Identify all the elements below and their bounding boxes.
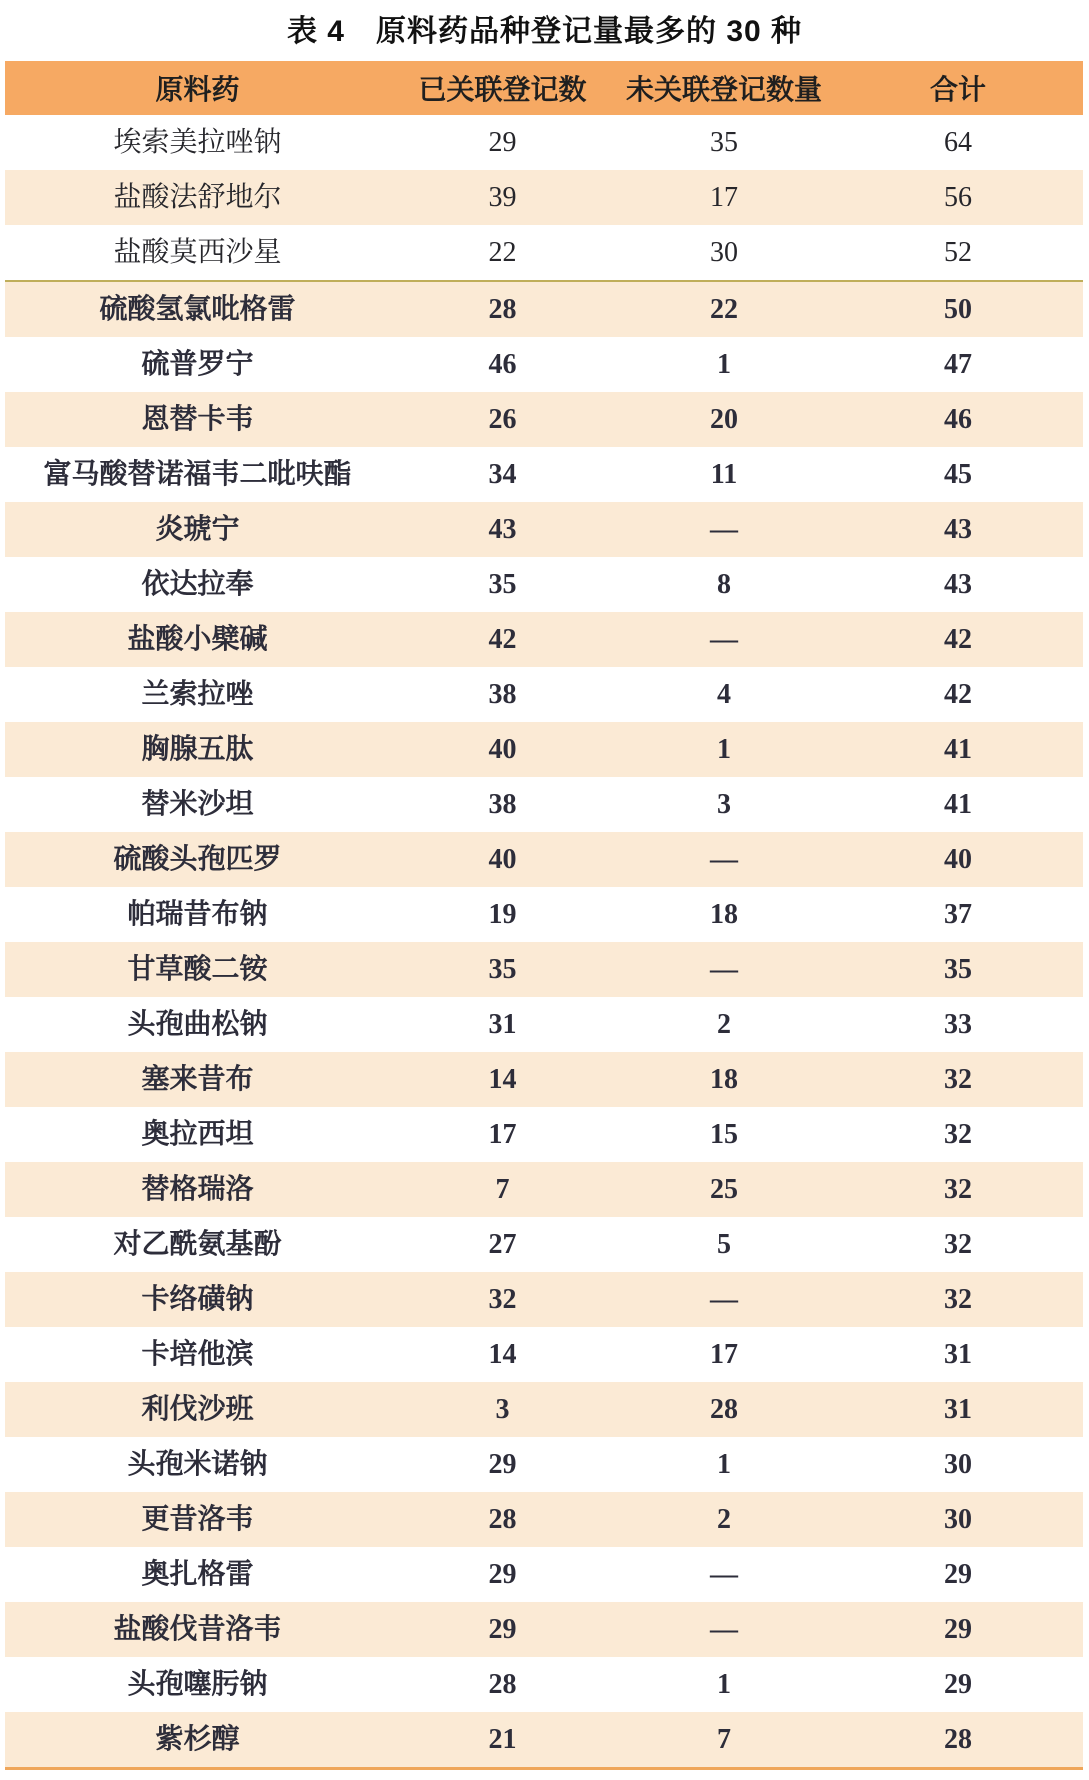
table-row <box>5 1107 1083 1162</box>
table-row <box>5 502 1083 557</box>
table-row <box>5 1217 1083 1272</box>
cell-total: 52 <box>944 236 972 268</box>
column-header-total: 合计 <box>833 61 1083 115</box>
cell-linked-count: 22 <box>488 236 517 268</box>
cell-total: 35 <box>944 953 972 985</box>
table-row <box>5 887 1083 942</box>
cell-total: 41 <box>944 788 972 820</box>
cell-api-name: 头孢噻肟钠 <box>127 1668 268 1700</box>
cell-api-name: 硫酸头孢匹罗 <box>113 843 282 875</box>
cell-total: 40 <box>944 843 972 875</box>
cell-unlinked-count: 5 <box>717 1228 731 1260</box>
table-row <box>5 225 1083 281</box>
cell-api-name: 头孢米诺钠 <box>127 1448 268 1480</box>
cell-linked-count: 43 <box>488 513 517 545</box>
cell-unlinked-count: — <box>710 1613 738 1645</box>
cell-unlinked-count: — <box>710 1283 738 1315</box>
cell-unlinked-count: 1 <box>717 1448 731 1480</box>
cell-linked-count: 14 <box>488 1338 517 1370</box>
cell-unlinked-count: 11 <box>710 458 738 490</box>
cell-total: 56 <box>944 181 972 213</box>
api-registration-table <box>5 61 1083 1770</box>
cell-linked-count: 34 <box>488 458 517 490</box>
cell-unlinked-count: 1 <box>717 348 731 380</box>
cell-total: 43 <box>944 568 972 600</box>
table-row <box>5 1162 1083 1217</box>
cell-unlinked-count: 2 <box>717 1008 731 1040</box>
cell-linked-count: 38 <box>488 788 517 820</box>
table-row <box>5 1052 1083 1107</box>
cell-api-name: 卡培他滨 <box>141 1338 254 1370</box>
cell-total: 47 <box>944 348 972 380</box>
cell-api-name: 盐酸莫西沙星 <box>113 236 282 268</box>
cell-linked-count: 19 <box>488 898 517 930</box>
cell-linked-count: 40 <box>488 843 517 875</box>
table-row <box>5 1657 1083 1712</box>
cell-total: 32 <box>944 1228 972 1260</box>
cell-api-name: 紫杉醇 <box>5 1712 390 1769</box>
cell-api-name: 头孢曲松钠 <box>127 1008 268 1040</box>
cell-linked-count: 42 <box>488 623 517 655</box>
cell-api-name: 盐酸伐昔洛韦 <box>113 1613 282 1645</box>
cell-api-name: 替格瑞洛 <box>141 1173 254 1205</box>
cell-linked-count: 17 <box>488 1118 517 1150</box>
cell-total: 28 <box>833 1712 1083 1769</box>
cell-unlinked-count: — <box>710 1558 738 1590</box>
table-row <box>5 1602 1083 1657</box>
cell-linked-count: 39 <box>488 181 517 213</box>
table-row <box>5 612 1083 667</box>
cell-api-name: 依达拉奉 <box>141 568 254 600</box>
cell-linked-count: 29 <box>488 1558 517 1590</box>
cell-linked-count: 38 <box>488 678 517 710</box>
cell-api-name: 胸腺五肽 <box>141 733 254 765</box>
cell-api-name: 恩替卡韦 <box>141 403 254 435</box>
cell-total: 32 <box>944 1063 972 1095</box>
cell-api-name: 奥扎格雷 <box>141 1558 254 1590</box>
table-row <box>5 170 1083 225</box>
cell-api-name: 兰索拉唑 <box>141 678 254 710</box>
cell-total: 29 <box>944 1668 972 1700</box>
cell-api-name: 卡络磺钠 <box>141 1283 254 1315</box>
cell-linked-count: 46 <box>488 348 517 380</box>
cell-unlinked-count: 1 <box>717 733 731 765</box>
cell-api-name: 盐酸法舒地尔 <box>113 181 282 213</box>
cell-api-name: 炎琥宁 <box>155 513 240 545</box>
cell-api-name: 更昔洛韦 <box>141 1503 254 1535</box>
cell-unlinked-count: 25 <box>710 1173 738 1205</box>
cell-linked-count: 28 <box>488 1503 517 1535</box>
cell-linked-count: 29 <box>488 126 517 158</box>
table-row <box>5 447 1083 502</box>
cell-unlinked-count: — <box>710 843 738 875</box>
table-row <box>5 777 1083 832</box>
column-header-linked-count: 已关联登记数 <box>390 61 615 115</box>
cell-unlinked-count: 18 <box>710 898 738 930</box>
cell-api-name: 甘草酸二铵 <box>127 953 268 985</box>
cell-api-name: 盐酸小檗碱 <box>127 623 268 655</box>
cell-total: 33 <box>944 1008 972 1040</box>
cell-unlinked-count: 17 <box>710 1338 738 1370</box>
cell-linked-count: 31 <box>488 1008 517 1040</box>
table-header <box>5 61 1083 115</box>
cell-api-name: 富马酸替诺福韦二吡呋酯 <box>43 458 352 490</box>
cell-unlinked-count: 20 <box>710 403 738 435</box>
cell-unlinked-count: 15 <box>710 1118 738 1150</box>
header-row <box>5 61 1083 115</box>
cell-unlinked-count: 1 <box>717 1668 731 1700</box>
table-row <box>5 667 1083 722</box>
table-row <box>5 1272 1083 1327</box>
cell-unlinked-count: 30 <box>710 236 738 268</box>
cell-total: 42 <box>944 623 972 655</box>
cell-total: 46 <box>944 403 972 435</box>
cell-api-name: 硫普罗宁 <box>141 348 254 380</box>
cell-total: 31 <box>944 1393 972 1425</box>
cell-total: 32 <box>944 1118 972 1150</box>
cell-api-name: 帕瑞昔布钠 <box>127 898 268 930</box>
cell-unlinked-count: 22 <box>615 281 833 337</box>
table-row <box>5 1712 1083 1769</box>
cell-unlinked-count: 18 <box>710 1063 738 1095</box>
cell-total: 45 <box>944 458 972 490</box>
table-row <box>5 557 1083 612</box>
table-row <box>5 392 1083 447</box>
table-row <box>5 281 1083 337</box>
cell-total: 29 <box>944 1613 972 1645</box>
cell-linked-count: 28 <box>488 1668 517 1700</box>
table-row <box>5 832 1083 887</box>
cell-linked-count: 29 <box>488 1613 517 1645</box>
cell-unlinked-count: 17 <box>710 181 738 213</box>
cell-total: 50 <box>833 281 1083 337</box>
cell-api-name: 替米沙坦 <box>141 788 254 820</box>
table-row <box>5 337 1083 392</box>
cell-total: 43 <box>944 513 972 545</box>
cell-unlinked-count: 2 <box>717 1503 731 1535</box>
cell-linked-count: 28 <box>390 281 615 337</box>
table-row <box>5 1492 1083 1547</box>
table-row <box>5 997 1083 1052</box>
table-row <box>5 942 1083 997</box>
cell-api-name: 奥拉西坦 <box>141 1118 254 1150</box>
cell-api-name: 埃索美拉唑钠 <box>113 126 282 158</box>
cell-unlinked-count: 28 <box>710 1393 738 1425</box>
cell-linked-count: 40 <box>488 733 517 765</box>
cell-linked-count: 35 <box>488 568 517 600</box>
table-row <box>5 722 1083 777</box>
cell-linked-count: 29 <box>488 1448 517 1480</box>
cell-linked-count: 3 <box>495 1393 510 1425</box>
cell-total: 30 <box>944 1503 972 1535</box>
cell-total: 31 <box>944 1338 972 1370</box>
cell-linked-count: 26 <box>488 403 517 435</box>
cell-api-name: 塞来昔布 <box>141 1063 254 1095</box>
cell-api-name: 硫酸氢氯吡格雷 <box>5 281 390 337</box>
cell-unlinked-count: — <box>710 953 738 985</box>
cell-linked-count: 21 <box>390 1712 615 1769</box>
cell-unlinked-count: — <box>710 623 738 655</box>
column-header-api-name: 原料药 <box>5 61 390 115</box>
cell-api-name: 对乙酰氨基酚 <box>113 1228 282 1260</box>
table-row <box>5 1547 1083 1602</box>
cell-unlinked-count: 4 <box>717 678 731 710</box>
column-header-unlinked-count: 未关联登记数量 <box>615 61 833 115</box>
cell-unlinked-count: 3 <box>717 788 731 820</box>
table-row <box>5 115 1083 170</box>
table-body <box>5 115 1083 1769</box>
cell-unlinked-count: — <box>710 513 738 545</box>
cell-unlinked-count: 35 <box>710 126 738 158</box>
cell-unlinked-count: 8 <box>717 568 731 600</box>
cell-linked-count: 14 <box>488 1063 517 1095</box>
cell-linked-count: 32 <box>488 1283 517 1315</box>
cell-total: 37 <box>944 898 972 930</box>
table-row <box>5 1382 1083 1437</box>
cell-unlinked-count: 7 <box>615 1712 833 1769</box>
cell-total: 30 <box>944 1448 972 1480</box>
cell-total: 29 <box>944 1558 972 1590</box>
cell-linked-count: 35 <box>488 953 517 985</box>
table-title: 表 4 原料药品种登记量最多的 30 种 <box>286 15 803 48</box>
cell-total: 64 <box>944 126 972 158</box>
cell-total: 42 <box>944 678 972 710</box>
table-row <box>5 1437 1083 1492</box>
cell-linked-count: 7 <box>495 1173 510 1205</box>
table-row <box>5 1327 1083 1382</box>
cell-total: 41 <box>944 733 972 765</box>
cell-linked-count: 27 <box>488 1228 517 1260</box>
cell-api-name: 利伐沙班 <box>141 1393 254 1425</box>
cell-total: 32 <box>944 1283 972 1315</box>
cell-total: 32 <box>944 1173 972 1205</box>
